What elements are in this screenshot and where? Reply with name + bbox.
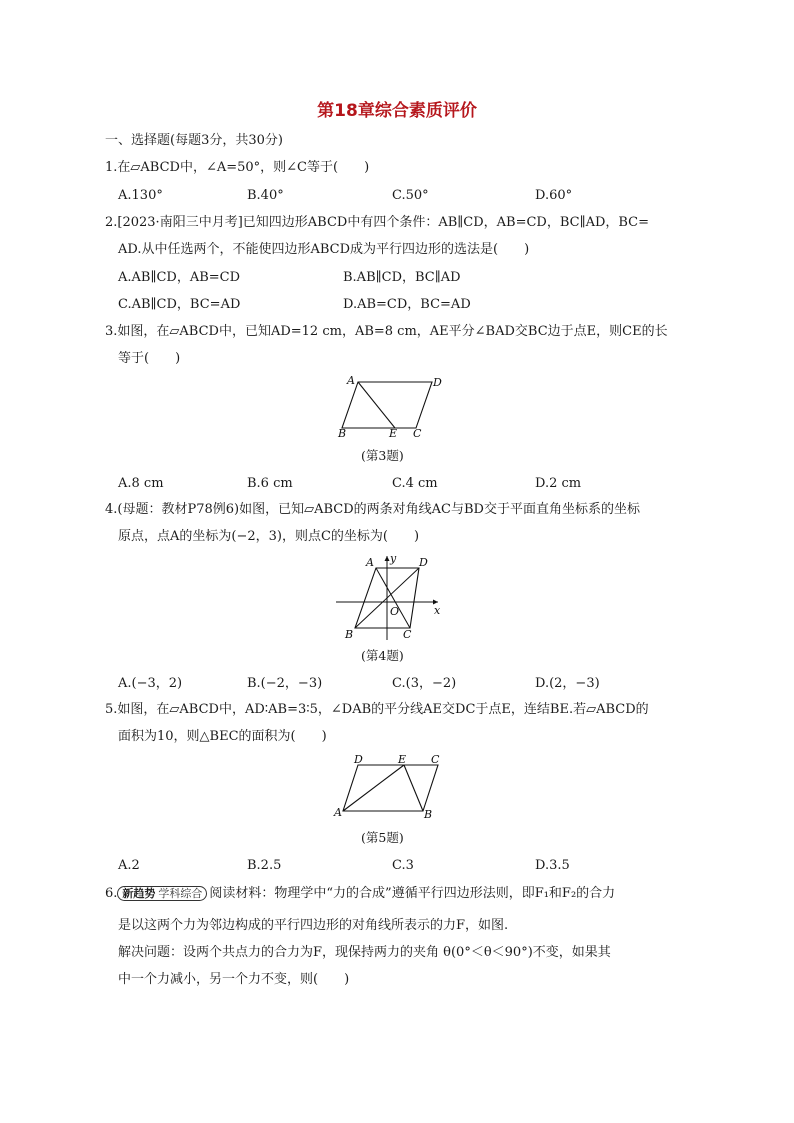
q3-label-e: E <box>389 427 398 440</box>
q6-stem-line3: 解决问题：设两个共点力的合力为F，现保持两力的夹角 θ(0°＜θ＜90°)不变，如果其 <box>118 945 611 960</box>
q4-stem-line1: 4.(母题：教材P78例6)如图，已知▱ABCD的两条对角线AC与BD交于平面直角坐标系的坐标 <box>105 502 640 517</box>
q5-option-b[interactable]: B.2.5 <box>247 858 282 873</box>
q5-label-d: D <box>354 753 363 766</box>
q5-caption: (第5题) <box>361 830 404 845</box>
page-title: 第18章综合素质评价 <box>317 101 477 121</box>
q4-label-b: B <box>345 628 354 641</box>
q6-badge <box>117 886 207 901</box>
q1-option-a[interactable]: A.130° <box>118 188 163 203</box>
q4-label-c: C <box>403 628 412 641</box>
q5-option-c[interactable]: C.3 <box>392 858 414 873</box>
q3-parallelogram <box>342 382 432 428</box>
q4-option-c[interactable]: C.(3，−2) <box>392 676 457 691</box>
q4-label-d: D <box>419 556 428 569</box>
q4-y-arrow-icon <box>385 556 390 561</box>
q3-bisector-ae <box>358 382 395 428</box>
q3-figure <box>330 372 450 440</box>
q2-stem-line2: AD.从中任选两个，不能使四边形ABCD成为平行四边形的选法是( ) <box>118 242 530 257</box>
q3-option-c[interactable]: C.4 cm <box>392 476 438 491</box>
q6-stem-line1: 阅读材料：物理学中“力的合成”遵循平行四边形法则，即F₁和F₂的合力 <box>209 886 616 901</box>
q6-badge-main: 新趋势 <box>122 887 156 900</box>
q5-segment-be <box>404 765 423 811</box>
q2-option-c[interactable]: C.AB∥CD，BC=AD <box>118 297 241 312</box>
section-heading: 一、选择题(每题3分，共30分) <box>105 133 283 148</box>
q5-label-e: E <box>398 753 407 766</box>
q4-label-x: x <box>434 604 441 617</box>
q4-label-y: y <box>390 552 397 565</box>
q5-parallelogram <box>343 765 438 811</box>
q4-option-b[interactable]: B.(−2，−3) <box>247 676 323 691</box>
q4-option-d[interactable]: D.(2，−3) <box>535 676 600 691</box>
q3-caption: (第3题) <box>361 448 404 463</box>
q2-option-b[interactable]: B.AB∥CD，BC∥AD <box>343 270 461 285</box>
q1-option-d[interactable]: D.60° <box>535 188 573 203</box>
q4-option-a[interactable]: A.(−3，2) <box>118 676 183 691</box>
q6-stem-line2: 是以这两个力为邻边构成的平行四边形的对角线所表示的力F，如图. <box>118 918 509 933</box>
q6-stem-line1-row <box>105 884 615 904</box>
q3-stem-line1: 3.如图，在▱ABCD中，已知AD=12 cm，AB=8 cm，AE平分∠BAD交BC边于点E，则CE的长 <box>105 324 668 339</box>
q1-option-c[interactable]: C.50° <box>392 188 429 203</box>
q1-stem: 1.在▱ABCD中，∠A=50°，则∠C等于( ) <box>105 160 370 175</box>
q6-badge-sub: 学科综合 <box>158 887 203 900</box>
q5-label-a: A <box>334 806 342 819</box>
q2-option-d[interactable]: D.AB=CD，BC=AD <box>343 297 471 312</box>
q3-label-b: B <box>338 427 347 440</box>
q5-option-a[interactable]: A.2 <box>118 858 140 873</box>
q5-stem-line1: 5.如图，在▱ABCD中，AD∶AB=3∶5，∠DAB的平分线AE交DC于点E，连结BE.若▱ABCD的 <box>105 702 649 717</box>
q4-stem-line2: 原点，点A的坐标为(−2，3)，则点C的坐标为( ) <box>118 529 420 544</box>
q4-label-a: A <box>366 556 374 569</box>
q6-number: 6. <box>105 886 118 901</box>
q3-option-d[interactable]: D.2 cm <box>535 476 582 491</box>
q1-option-b[interactable]: B.40° <box>247 188 284 203</box>
q3-stem-line2: 等于( ) <box>118 351 181 366</box>
q4-diagonal-ac <box>376 568 410 628</box>
q3-label-d: D <box>433 376 442 389</box>
q4-caption: (第4题) <box>361 648 404 663</box>
q5-option-d[interactable]: D.3.5 <box>535 858 570 873</box>
q6-stem-line4: 中一个力减小，另一个力不变，则( ) <box>118 972 350 987</box>
q3-label-c: C <box>413 427 422 440</box>
q5-label-c: C <box>431 753 440 766</box>
q3-label-a: A <box>347 374 355 387</box>
q2-stem-line1: 2.[2023·南阳三中月考]已知四边形ABCD中有四个条件：AB∥CD，AB=CD，BC∥AD，BC= <box>105 215 650 230</box>
q2-option-a[interactable]: A.AB∥CD，AB=CD <box>118 270 241 285</box>
q5-label-b: B <box>424 808 433 821</box>
q3-option-b[interactable]: B.6 cm <box>247 476 293 491</box>
q5-stem-line2: 面积为10，则△BEC的面积为( ) <box>118 729 327 744</box>
q4-figure <box>330 550 450 642</box>
q4-label-o: O <box>390 605 400 618</box>
q5-bisector-ae <box>343 765 404 811</box>
q5-figure <box>330 752 450 822</box>
q3-option-a[interactable]: A.8 cm <box>118 476 164 491</box>
